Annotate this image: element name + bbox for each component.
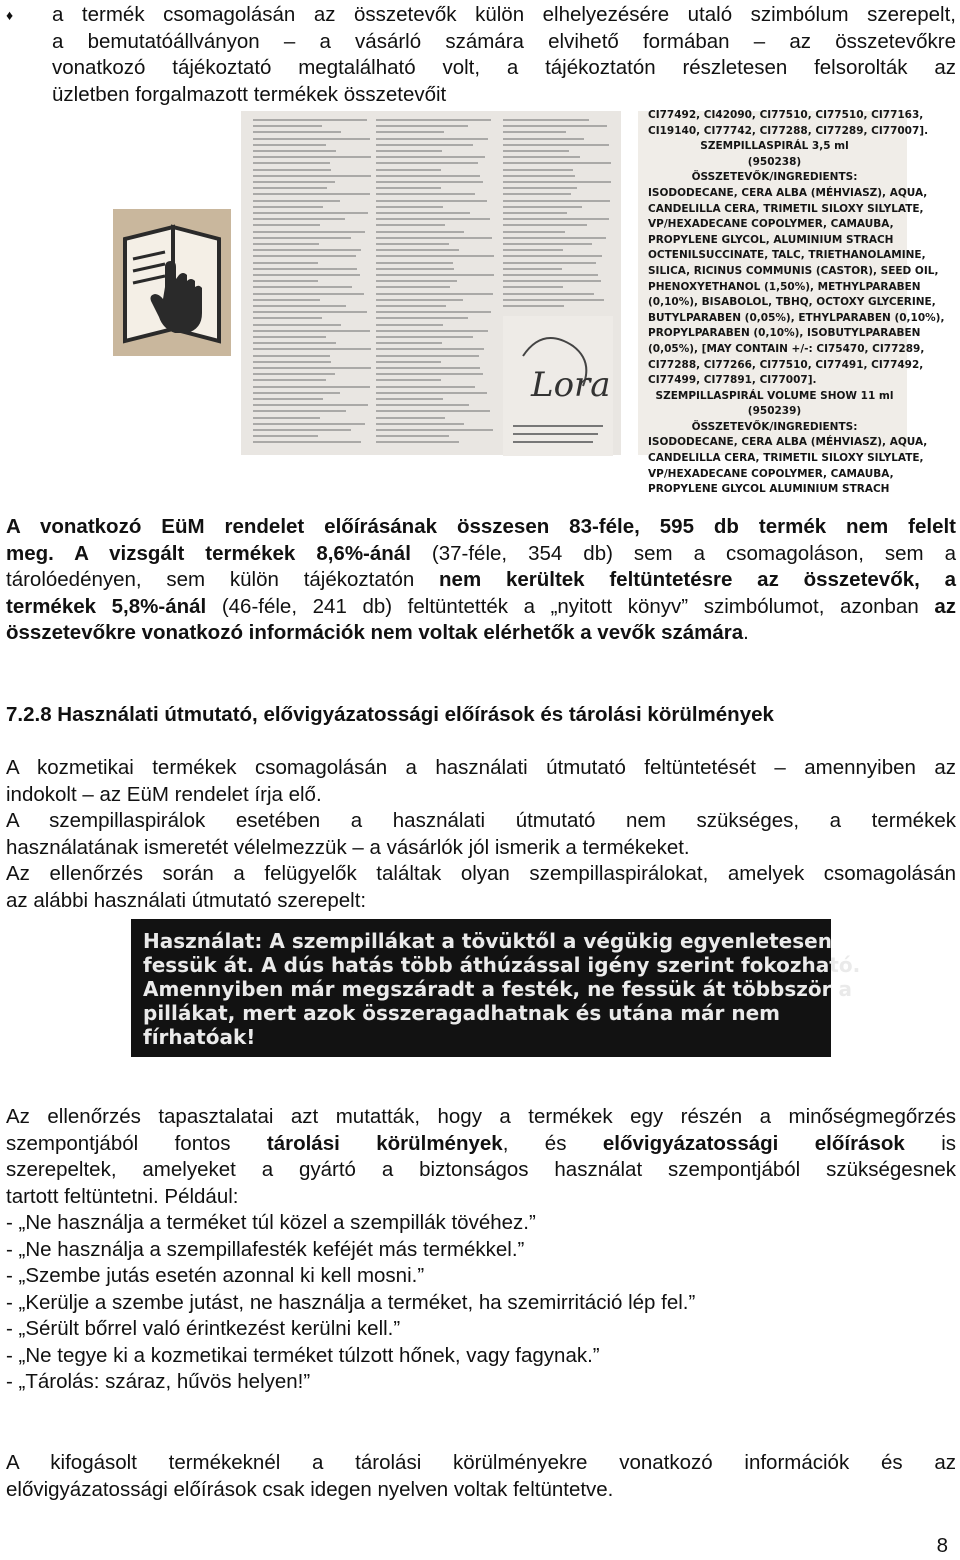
illegible-text-line [253,156,371,158]
illegible-text-line [253,293,364,295]
list-item: - „Ne tegye ki a kozmetikai terméket túlzott hőnek, vagy fagynak.” [6,1343,600,1367]
illegible-text-line [253,299,320,301]
illegible-text-line [253,286,352,288]
illegible-text-line [376,386,475,388]
bullet-paragraph [6,2,956,108]
illegible-text-line [376,218,490,220]
illegible-text-line [503,193,571,195]
ingredient-line: BUTYLPARABEN (0,05%), ETHYLPARABEN (0,10%), [648,311,945,324]
list-item: - „Ne használja a terméket túl közel a szempillák tövéhez.” [6,1211,536,1234]
illegible-text-line [503,299,604,301]
final-line-2: elővigyázatossági előírások csak idegen nyelven voltak feltüntetve. [6,1477,614,1501]
ingredient-line: CI77288, CI77266, CI77510, CI77491, CI77492, [648,358,924,371]
eum-line-3-normal: tárolóedényen, sem külön tájékoztatón [6,568,415,591]
illegible-text-line [376,268,454,270]
illegible-text-line [503,169,573,171]
ingredient-line: PHENOXYETHANOL (1,50%), METHYLPARABEN [648,280,921,293]
illegible-text-line [253,150,336,152]
ingredient-line: ISODODECANE, CERA ALBA (MÉHVIASZ), AQUA, [648,186,928,199]
ingredient-line: SZEMPILLASPIRÁL VOLUME SHOW 11 ml [655,389,894,402]
illegible-text-line [376,392,487,394]
usage-photo-line: pillákat, mert azok összeragadhatnak és utána már nem [143,1001,780,1025]
illegible-text-line [503,231,565,233]
illegible-text-line [253,119,367,121]
illegible-text-line [253,355,330,357]
final-paragraph [6,1450,956,1503]
illegible-text-line [253,330,370,332]
illegible-text-line [376,138,488,140]
bullet-line: üzletben forgalmazott termékek összetevőit [52,82,447,106]
illegible-text-line [253,169,331,171]
list-item: - „Ne használja a szempillafesték keféjét más termékkel.” [6,1237,525,1261]
illegible-text-line [376,162,478,164]
list-item: - „Sérült bőrrel való érintkezést kerülni kell.” [6,1317,401,1340]
experience-line-2-a: szempontjából fontos [6,1131,231,1155]
illegible-text-line [503,162,611,164]
ingredient-line: PROPYLENE GLYCOL ALUMINIUM STRACH [648,483,890,496]
experience-paragraph [6,1104,956,1210]
illegible-text-line [376,131,444,133]
illegible-text-line [253,342,336,344]
open-book-symbol-image [113,209,231,356]
ingredient-list-photo-left [241,111,621,455]
example-list [6,1210,956,1396]
illegible-text-line [503,200,610,202]
eum-line-2 [6,541,956,568]
ingredient-line: PROPYLPARABEN (0,10%), ISOBUTYLPARABEN [648,327,921,340]
usage-p1-line-2: indokolt – az EüM rendelet írja elő. [6,782,322,806]
ingredient-line: CANDELILLA CERA, TRIMETIL SILOXY SILYLATE, [648,452,924,465]
eum-line-5-bold: összetevőkre vonatkozó információk nem voltak elérhetők a vevők számára [6,621,744,644]
open-book-hand-icon [113,209,231,356]
illegible-text-line [376,181,483,183]
usage-p3-line-1: Az ellenőrzés során a felügyelők találtak olyan szempillaspirálokat, amelyek csomagolásán [6,862,956,885]
usage-p2-line-2: használatának ismeretét vélelmezzük – a vásárlók jól ismerik a termékeket. [6,835,690,859]
illegible-text-line [253,274,360,276]
illegible-text-line [503,156,580,158]
usage-p1-line-1: A kozmetikai termékek csomagolásán a használati útmutató feltüntetését – amennyiben az [6,756,956,779]
illegible-text-line [503,144,609,146]
illegible-text-line [253,373,335,375]
illegible-text-line [253,398,323,400]
illegible-text-line [253,206,323,208]
illegible-text-line [253,262,318,264]
illegible-text-line [376,206,443,208]
illegible-text-line [503,237,606,239]
usage-photo-line: fessük át. A dús hatás több áthúzással igény szerint fokozható. [143,953,861,977]
illegible-text-line [253,255,356,257]
illegible-text-line [253,175,371,177]
illegible-text-line [253,441,361,443]
ingredient-line: VP/HEXADECANE COPOLYMER, CAMAUBA, [648,218,894,231]
bullet-symbol: ♦ [6,7,14,23]
illegible-text-line [503,286,563,288]
illegible-text-line [253,212,368,214]
ingredient-line: SILICA, RICINUS COMMUNIS (CASTOR), SEED OIL, [648,264,939,277]
illegible-text-line [376,193,475,195]
illegible-text-line [253,348,371,350]
illegible-text-line [376,200,487,202]
ingredient-line: (950238) [747,155,802,168]
illegible-text-line [376,373,483,375]
illegible-text-line [503,138,584,140]
usage-p3-line-2: az alábbi használati útmutató szerepelt: [6,888,367,912]
illegible-text-line [253,417,320,419]
illegible-text-line [376,243,449,245]
ingredient-list-photo-right [638,109,945,496]
ingredient-line: CANDELILLA CERA, TRIMETIL SILOXY SILYLATE, [648,202,924,215]
illegible-text-line [253,392,340,394]
ingredient-line: CI77499, CI77891, CI77007]. [648,374,817,387]
illegible-text-line [376,317,468,319]
illegible-text-line [376,342,442,344]
illegible-text-line [253,410,346,412]
lora-logo-icon [503,316,613,456]
illegible-text-line [376,410,490,412]
illegible-text-line [376,435,449,437]
ingredient-line: SZEMPILLASPIRÁL 3,5 ml [700,140,849,153]
experience-line-2-c: , és [502,1131,567,1155]
ingredient-text [648,108,945,498]
illegible-text-line [503,181,611,183]
illegible-text-line [503,305,564,307]
illegible-text-line [503,268,562,270]
illegible-text-line [253,317,322,319]
usage-photo-line: fírhatóak! [143,1025,256,1049]
illegible-text-line [376,212,470,214]
illegible-text-line [253,144,326,146]
illegible-text-line [503,255,602,257]
illegible-text-line [376,299,463,301]
illegible-text-line [503,262,596,264]
illegible-text-line [253,361,331,363]
illegible-text-line [503,119,589,121]
illegible-text-line [253,187,327,189]
illegible-text-line [376,156,485,158]
illegible-text-line [253,181,335,183]
page-number: 8 [936,1534,948,1557]
illegible-text-line [376,169,441,171]
illegible-text-line [253,125,322,127]
usage-p2-line-1: A szempillaspirálok esetében a használati útmutató nem szükséges, a termékek [6,809,956,832]
illegible-text-line [253,193,370,195]
illegible-text-line [503,175,575,177]
experience-line-2-e: is [941,1131,957,1155]
eum-regulation-paragraph [6,514,956,647]
eum-line-4-bold: termékek 5,8%-ánál [6,594,207,618]
illegible-text-line [376,417,445,419]
illegible-text-line [376,237,492,239]
eum-line-1: A vonatkozó EüM rendelet előírásának összesen 83-féle, 595 db termék nem felelt [6,515,956,538]
illegible-text-line [376,119,491,121]
ingredient-line: CI77492, CI42090, CI77510, CI77510, CI77163, [648,109,924,121]
illegible-text-line [253,429,351,431]
experience-line-3: szerepeltek, amelyeket a gyártó a biztonságos használat szempontjából szükségesnek [6,1158,956,1181]
illegible-text-line [253,379,326,381]
illegible-text-line [503,125,607,127]
illegible-text-line [376,379,441,381]
illegible-text-line [376,311,491,313]
illegible-text-line [253,224,320,226]
illegible-text-line [253,386,370,388]
illegible-text-line [253,218,345,220]
ingredient-line: PROPYLENE GLYCOL, ALUMINIUM STRACH [648,233,894,246]
illegible-text-line [376,231,464,233]
illegible-text-line [253,324,341,326]
illegible-text-line [253,138,370,140]
illegible-text-line [253,249,361,251]
illegible-text-line [503,224,587,226]
illegible-text-line [253,435,318,437]
illegible-text-line [503,206,582,208]
usage-photo-line: Amennyiben már megszáradt a festék, ne fessük át többször a [143,977,852,1001]
ingredient-line: (0,10%), BISABOLOL, TBHQ, OCTOXY GLYCERINE, [648,296,936,309]
illegible-text-line [376,348,484,350]
illegible-text-line [376,175,480,177]
eum-line-4 [6,594,956,621]
illegible-text-line [376,441,459,443]
ingredient-line: OCTENILSUCCINATE, TALC, TRIETHANOLAMINE, [648,249,926,262]
illegible-text-line [376,404,469,406]
eum-line-3-bold: nem kerültek feltüntetésre az összetevők, a [439,568,956,591]
illegible-text-line [253,305,346,307]
experience-line-2-d: elővigyázatossági előírások [602,1131,905,1155]
illegible-text-line [376,125,468,127]
illegible-text-line [253,200,340,202]
illegible-text-line [376,262,453,264]
bullet-line: a bemutatóállványon – a vásárló számára elvihető formában – az összetevőkre [52,29,956,53]
illegible-text-line [253,423,365,425]
illegible-text-line [376,224,445,226]
illegible-text-line [376,274,494,276]
bullet-line: vonatkozó tájékoztató megtalálható volt, a tájékoztatón részletesen felsorolták az [52,56,956,79]
illegible-text-line [376,144,473,146]
illegible-text-line [503,150,569,152]
illegible-text-line [503,274,598,276]
ingredient-line: CI19140, CI77742, CI77288, CI77289, CI77007]. [648,124,929,137]
final-line-1: A kifogásolt termékeknél a tárolási körülményekre vonatkozó információk és az [6,1451,956,1474]
eum-line-5 [6,620,956,647]
experience-line-4: tartott feltüntetni. Például: [6,1184,239,1208]
experience-line-2-b: tárolási körülmények [266,1131,503,1155]
illegible-text-line [253,131,341,133]
illegible-text-line [253,243,319,245]
list-item: - „Kerülje a szembe jutást, ne használja a terméket, ha szemirritáció lép fel.” [6,1290,696,1314]
illegible-text-line [503,212,567,214]
ingredient-line: (0,05%), [MAY CONTAIN +/-: CI75470, CI77289, [648,342,925,355]
illegible-text-line [253,336,326,338]
eum-line-3 [6,567,956,594]
illegible-text-line [376,305,446,307]
usage-instruction-photo [131,919,861,1057]
eum-line-2-rest: (37-féle, 354 db) sem a csomagoláson, sem a [431,541,957,565]
usage-photo-line: Használat: A szempillákat a tövüktől a végükig egyenletesen [143,929,832,953]
illegible-text-line [376,324,443,326]
usage-photo-text [143,929,861,1049]
illegible-text-line [253,237,351,239]
usage-instructions-paragraphs [6,755,956,914]
illegible-text-line [376,398,443,400]
list-item: - „Tárolás: száraz, hűvös helyen!” [6,1370,311,1393]
ingredient-line: ÖSSZETEVŐK/INGREDIENTS: [691,171,858,184]
lora-logo-text: Lora [531,365,611,405]
eum-line-4-normal: (46-féle, 241 db) feltüntették a „nyitott könyv” szimbólumot, azonban [221,594,919,618]
eum-line-4-bold-end: az [934,594,956,618]
illegible-text-line [503,280,601,282]
illegible-text-line [503,243,592,245]
illegible-text-line [253,311,367,313]
illegible-text-line [376,330,488,332]
illegible-text-line [253,162,330,164]
illegible-text-line [503,293,594,295]
illegible-text-line [253,280,318,282]
illegible-text-line [503,131,566,133]
illegible-text-line [376,423,464,425]
illegible-text-line [376,150,442,152]
illegible-text-line [253,231,365,233]
experience-line-1: Az ellenőrzés tapasztalatai azt mutatták, hogy a termékek egy részén a minőségmegőrzés [6,1105,956,1128]
illegible-text-line [376,429,493,431]
illegible-text-line [376,293,493,295]
section-heading: 7.2.8 Használati útmutató, elővigyázatossági előírások és tárolási körülmények [6,703,774,726]
ingredient-line: VP/HEXADECANE COPOLYMER, CAMAUBA, [648,467,894,480]
illegible-text-line [253,404,368,406]
illegible-text-line [503,218,609,220]
illegible-text-line [376,286,450,288]
list-item: - „Szembe jutás esetén azonnal ki kell mosni.” [6,1264,425,1287]
illegible-text-line [376,361,441,363]
illegible-text-line [376,280,457,282]
bullet-line: a termék csomagolásán az összetevők külön elhelyezésére utaló szimbólum szerepelt, [52,3,956,26]
eum-line-5-end: . [743,621,749,644]
illegible-text-line [503,249,563,251]
illegible-text-line [376,336,473,338]
illegible-text-line [253,268,357,270]
ingredient-line: ISODODECANE, CERA ALBA (MÉHVIASZ), AQUA, [648,436,928,449]
illegible-text-line [376,367,480,369]
illegible-text-line [503,187,577,189]
ingredient-line: (950239) [747,405,802,418]
illegible-text-line [376,255,494,257]
ingredient-line: ÖSSZETEVŐK/INGREDIENTS: [691,420,858,433]
illegible-text-line [253,367,371,369]
illegible-text-line [376,355,479,357]
illegible-text-line [376,187,441,189]
illegible-text-line [376,249,459,251]
experience-line-2 [6,1131,956,1158]
eum-line-2-bold: meg. A vizsgált termékek 8,6%-ánál [6,541,411,565]
